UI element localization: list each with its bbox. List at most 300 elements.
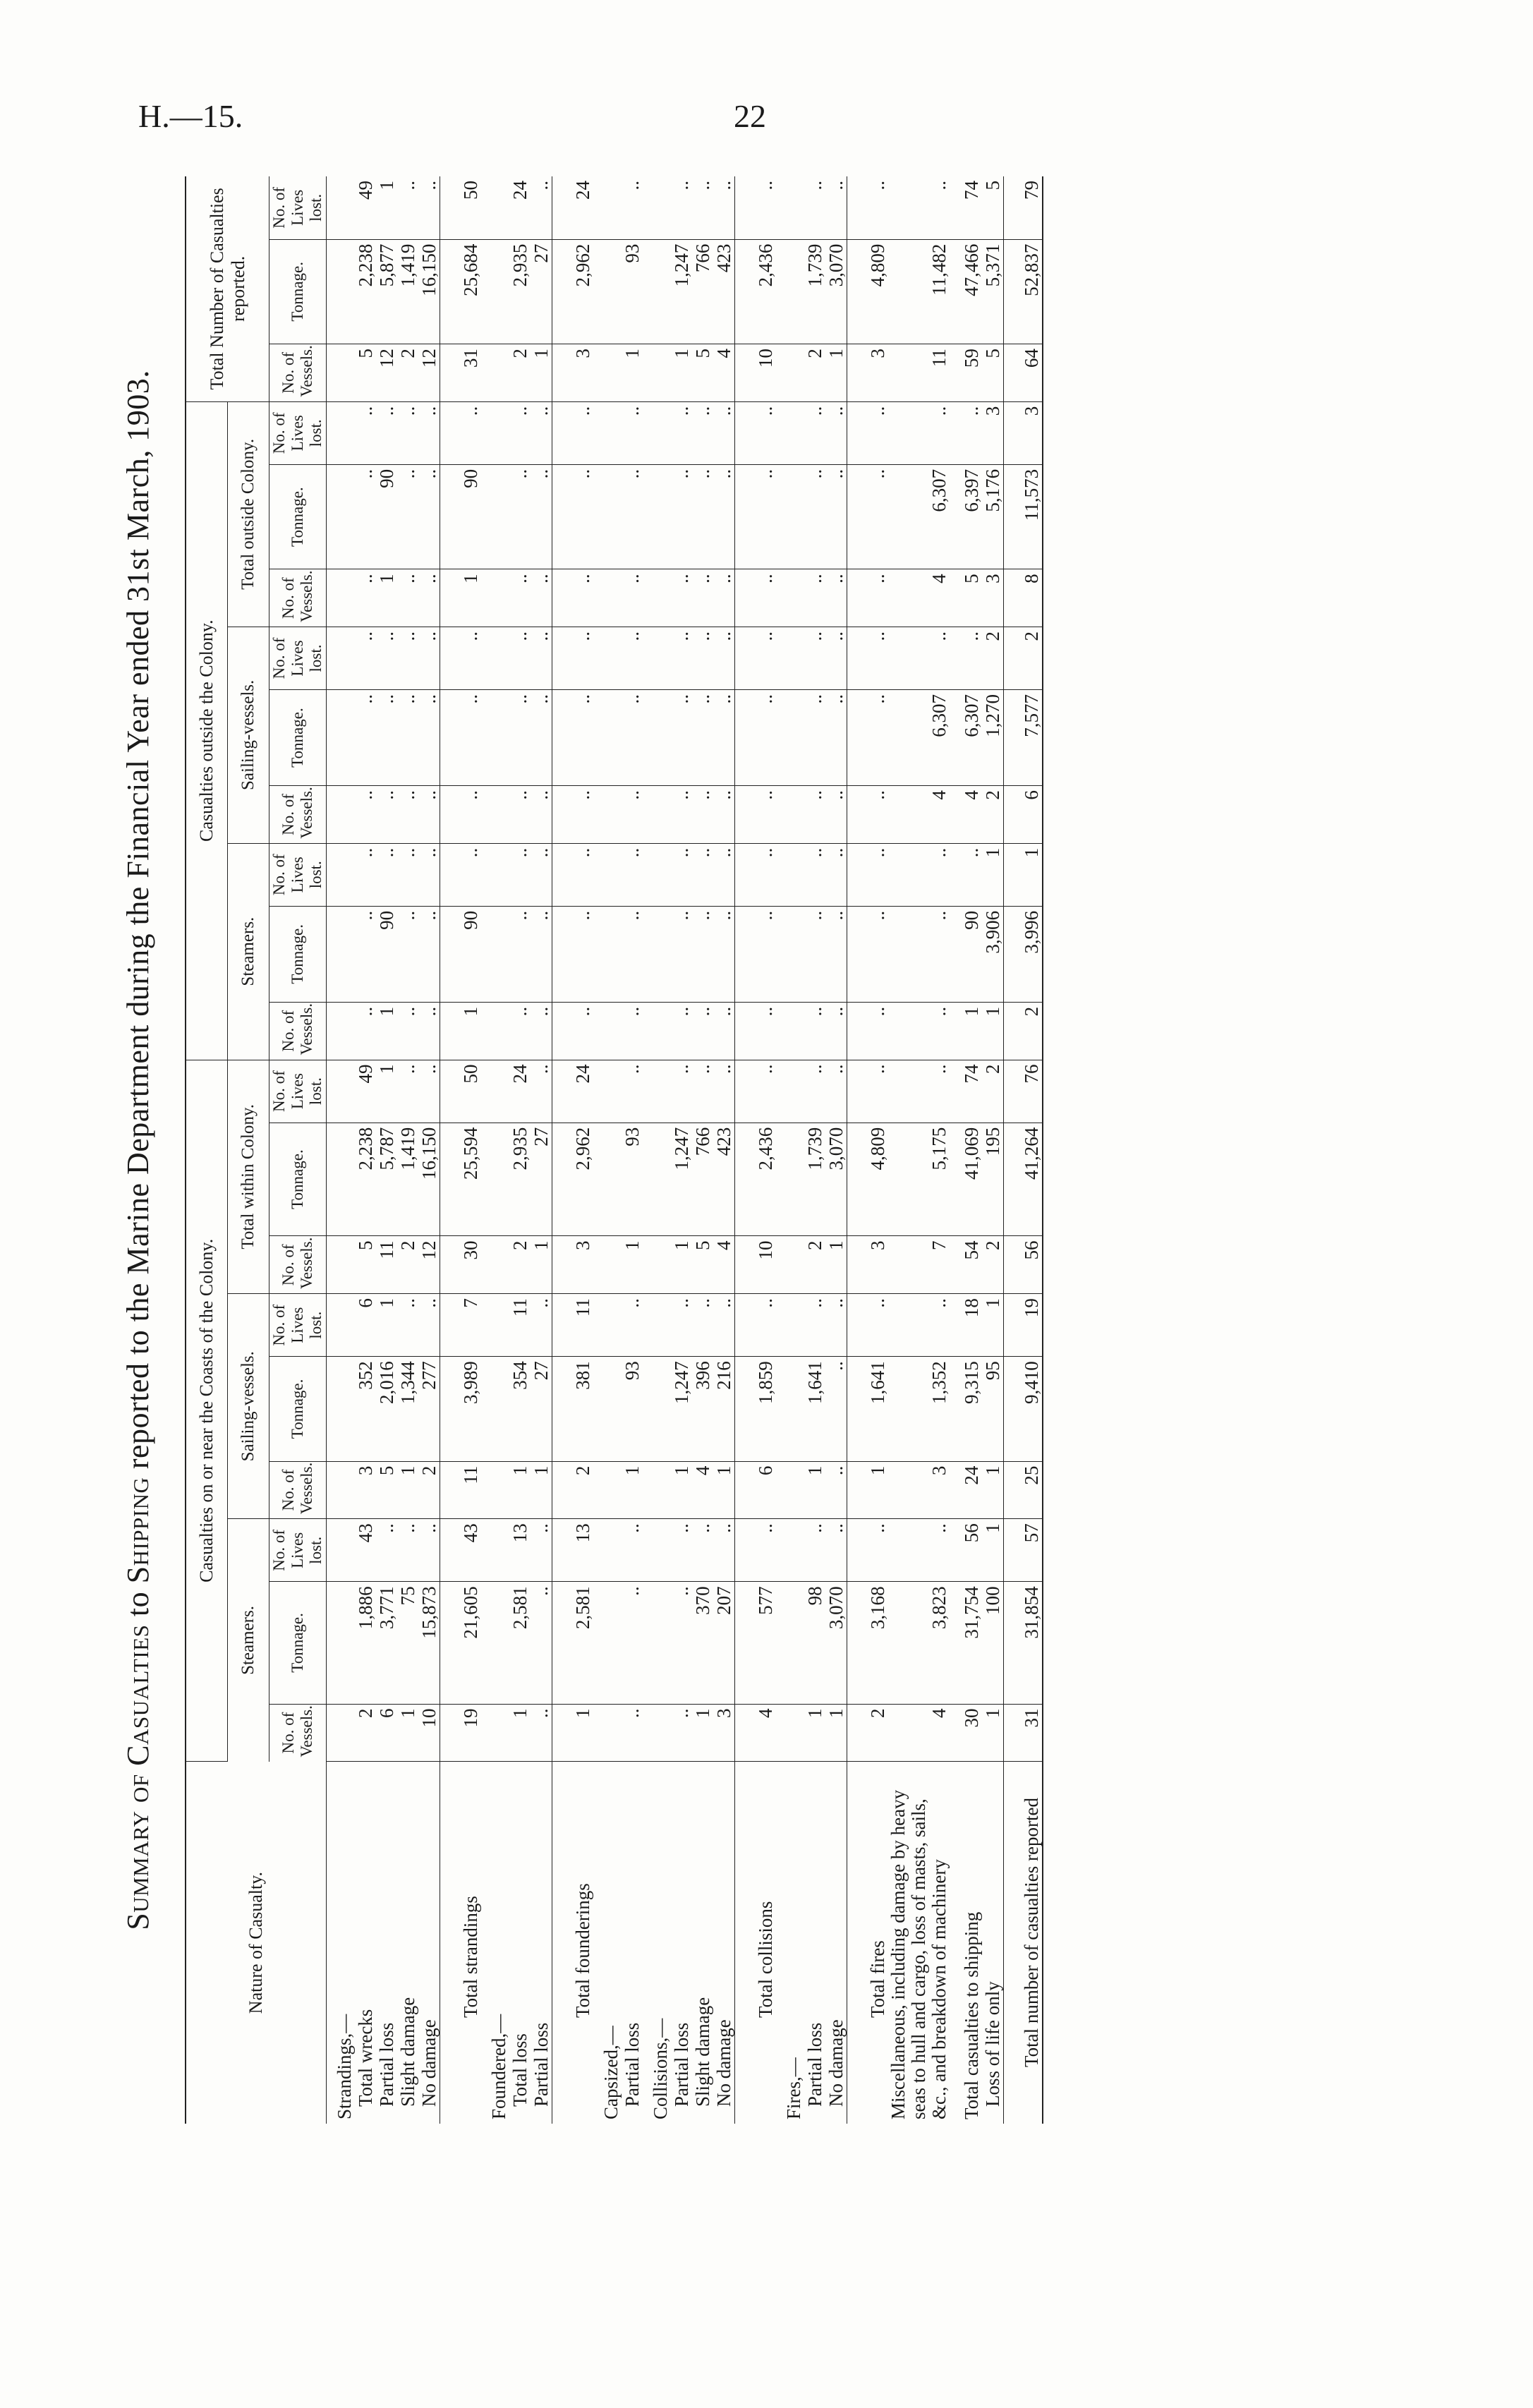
table-cell: 1 (671, 1461, 692, 1519)
table-cell: .. (397, 176, 418, 239)
table-cell: 4 (888, 1704, 950, 1762)
table-cell: .. (509, 401, 531, 464)
table-cell: .. (622, 464, 643, 569)
table-cell: .. (888, 401, 950, 464)
table-cell (481, 1704, 509, 1762)
header-nature: Nature of Casualty. (186, 1762, 327, 2124)
table-cell: .. (804, 843, 825, 906)
table-cell (327, 464, 356, 569)
table-cell: .. (440, 401, 482, 464)
table-cell: .. (713, 176, 735, 239)
table-cell: 2 (397, 1236, 418, 1294)
table-cell: .. (509, 786, 531, 844)
table-cell: 90 (950, 906, 982, 1002)
table-cell: .. (847, 690, 889, 786)
table-cell: .. (671, 1519, 692, 1582)
table-cell: .. (397, 906, 418, 1002)
table-cell: 31,754 (950, 1582, 982, 1704)
table-cell: 1 (804, 1461, 825, 1519)
table-cell: 6 (376, 1704, 397, 1762)
table-row (327, 176, 356, 2124)
table-cell: 1 (376, 176, 397, 239)
table-cell: .. (671, 1294, 692, 1357)
table-cell: .. (847, 843, 889, 906)
table-cell: .. (804, 627, 825, 689)
table-cell (776, 1123, 804, 1236)
table-cell: .. (888, 1294, 950, 1357)
table-cell: .. (531, 1060, 552, 1123)
subheader-vessels: No. of Vessels. (269, 1461, 327, 1519)
row-label: Slight damage (692, 1997, 713, 2107)
table-row (982, 176, 1004, 2124)
table-cell: 1 (509, 1704, 531, 1762)
table-cell (327, 843, 356, 906)
table-cell: 1 (982, 1519, 1004, 1582)
table-cell: .. (440, 627, 482, 689)
table-cell: .. (804, 401, 825, 464)
table-cell: 93 (622, 1357, 643, 1461)
table-cell: 95 (982, 1357, 1004, 1461)
table-cell: .. (418, 401, 440, 464)
table-cell (327, 690, 356, 786)
table-cell: 25,594 (440, 1123, 482, 1236)
table-cell: .. (825, 690, 847, 786)
table-cell: .. (671, 1704, 692, 1762)
table-cell (327, 906, 356, 1002)
table-cell: 25 (1004, 1461, 1043, 1519)
table-cell: .. (440, 690, 482, 786)
table-cell: 56 (1004, 1236, 1043, 1294)
table-cell: .. (847, 627, 889, 689)
table-cell: .. (531, 906, 552, 1002)
header-within: Casualties on or near the Coasts of the Colony. (186, 1060, 228, 1762)
table-cell (327, 569, 356, 627)
table-cell: .. (397, 569, 418, 627)
table-cell: .. (355, 464, 376, 569)
table-cell: 15,873 (418, 1582, 440, 1704)
table-cell: .. (804, 690, 825, 786)
table-cell (643, 569, 671, 627)
table-cell (481, 401, 509, 464)
table-cell: 3 (888, 1461, 950, 1519)
table-row (643, 176, 671, 2124)
table-cell: 90 (376, 464, 397, 569)
table-cell: 2 (804, 344, 825, 402)
table-row (622, 176, 643, 2124)
table-cell: 16,150 (418, 239, 440, 344)
table-cell: 12 (376, 344, 397, 402)
table-cell: .. (552, 843, 594, 906)
table-cell: .. (847, 1002, 889, 1060)
table-cell (643, 1236, 671, 1294)
table-cell: .. (509, 569, 531, 627)
title-casualties: Casualties (121, 1624, 155, 1766)
table-cell: .. (622, 1002, 643, 1060)
table-cell: 1 (622, 1236, 643, 1294)
table-cell: .. (825, 843, 847, 906)
header-steamers: Steamers. (228, 1519, 269, 1762)
title-to: to (121, 1591, 155, 1617)
table-cell: .. (692, 843, 713, 906)
table-cell: .. (847, 569, 889, 627)
table-cell: .. (397, 843, 418, 906)
table-cell: .. (713, 569, 735, 627)
table-cell: .. (847, 1519, 889, 1582)
table-cell (643, 1002, 671, 1060)
table-cell: 25,684 (440, 239, 482, 344)
header-sailing: Sailing-vessels. (228, 627, 269, 843)
table-cell: 1,270 (982, 690, 1004, 786)
table-cell: 24 (509, 1060, 531, 1123)
table-cell: .. (671, 1002, 692, 1060)
table-cell: 1 (713, 1461, 735, 1519)
table-cell: 2 (982, 1060, 1004, 1123)
table-cell: .. (847, 786, 889, 844)
table-cell: 1 (397, 1704, 418, 1762)
table-cell: 5,176 (982, 464, 1004, 569)
page-number: 22 (734, 98, 766, 134)
table-cell: .. (531, 401, 552, 464)
table-cell: 30 (950, 1704, 982, 1762)
table-cell: .. (735, 1002, 777, 1060)
row-label: Partial loss (531, 2022, 552, 2107)
table-cell (776, 1704, 804, 1762)
table-cell: .. (671, 176, 692, 239)
table-cell: 31 (1004, 1704, 1043, 1762)
row-label: Total strandings (440, 1762, 482, 2124)
table-cell: .. (622, 843, 643, 906)
table-cell (593, 401, 622, 464)
table-cell: .. (531, 843, 552, 906)
table-cell: .. (825, 569, 847, 627)
table-cell: .. (418, 1002, 440, 1060)
table-cell: .. (355, 401, 376, 464)
table-cell (327, 401, 356, 464)
table-cell: .. (531, 1582, 552, 1704)
row-label: Fires,— (783, 2057, 804, 2119)
table-cell (643, 239, 671, 344)
table-cell: .. (440, 786, 482, 844)
title-shipping: Shipping (121, 1477, 155, 1584)
table-cell: 216 (713, 1357, 735, 1461)
row-label: Total loss (509, 2033, 531, 2107)
table-cell: 1,886 (355, 1582, 376, 1704)
table-cell (643, 1582, 671, 1704)
table-cell: 16,150 (418, 1123, 440, 1236)
table-cell: 2,962 (552, 1123, 594, 1236)
table-cell (643, 1357, 671, 1461)
table-cell: 90 (376, 906, 397, 1002)
table-cell: .. (418, 627, 440, 689)
casualty-summary-table (185, 176, 1043, 2124)
subheader-lives: No. of Lives lost. (269, 1519, 327, 1582)
title-rest: reported to the Marine Department during the Financial Year ended 31st March, 1903. (121, 370, 155, 1470)
row-label: No damage (825, 2019, 847, 2107)
row-label: Partial loss (671, 2022, 692, 2107)
table-cell: 1 (982, 1461, 1004, 1519)
table-cell: .. (418, 690, 440, 786)
table-cell (776, 906, 804, 1002)
table-cell: .. (355, 906, 376, 1002)
header-total-within: Total within Colony. (228, 1060, 269, 1294)
table-cell: 3,070 (825, 239, 847, 344)
table-cell (481, 786, 509, 844)
row-label: Partial loss (804, 2022, 825, 2107)
table-cell: .. (622, 1519, 643, 1582)
table-cell (327, 627, 356, 689)
table-cell (593, 176, 622, 239)
table-cell (481, 344, 509, 402)
table-cell: 1 (847, 1461, 889, 1519)
table-cell: .. (950, 843, 982, 906)
table-cell: 423 (713, 1123, 735, 1236)
table-cell: .. (355, 569, 376, 627)
table-cell: .. (397, 1519, 418, 1582)
table-cell: .. (397, 786, 418, 844)
table-cell: 766 (692, 1123, 713, 1236)
table-cell: .. (804, 786, 825, 844)
table-cell (643, 176, 671, 239)
table-cell: 1 (376, 1002, 397, 1060)
table-cell: 6 (355, 1294, 376, 1357)
table-cell: .. (692, 906, 713, 1002)
table-cell: 54 (950, 1236, 982, 1294)
table-cell: 98 (804, 1582, 825, 1704)
table-cell: 27 (531, 1357, 552, 1461)
table-cell: .. (735, 176, 777, 239)
table-cell: 1,247 (671, 239, 692, 344)
table-cell: 1 (671, 1236, 692, 1294)
table-cell: 1 (692, 1704, 713, 1762)
table-cell: 2,238 (355, 239, 376, 344)
table-cell (776, 786, 804, 844)
table-cell (593, 1236, 622, 1294)
table-cell (327, 1519, 356, 1582)
table-cell (327, 1123, 356, 1236)
table-cell: .. (552, 569, 594, 627)
table-cell: .. (713, 1060, 735, 1123)
table-cell: 1 (552, 1704, 594, 1762)
subheader-tonnage: Tonnage. (269, 239, 327, 344)
table-cell: 1 (397, 1461, 418, 1519)
table-cell: .. (888, 1519, 950, 1582)
table-cell (327, 1060, 356, 1123)
table-cell (327, 239, 356, 344)
table-cell: 1,344 (397, 1357, 418, 1461)
table-cell: 7,577 (1004, 690, 1043, 786)
table-cell: .. (692, 176, 713, 239)
table-cell: .. (692, 1002, 713, 1060)
table-cell: 27 (531, 239, 552, 344)
table-cell: .. (671, 627, 692, 689)
table-cell: .. (847, 464, 889, 569)
table-cell: 2 (418, 1461, 440, 1519)
subheader-tonnage: Tonnage. (269, 464, 327, 569)
table-cell (776, 1002, 804, 1060)
table-row (440, 176, 482, 2124)
table-cell: 4,809 (847, 239, 889, 344)
table-cell: 1 (509, 1461, 531, 1519)
table-cell (481, 176, 509, 239)
table-cell: 24 (509, 176, 531, 239)
table-cell (593, 239, 622, 344)
table-cell: 13 (552, 1519, 594, 1582)
table-cell (643, 843, 671, 906)
table-cell: .. (692, 569, 713, 627)
subheader-vessels: No. of Vessels. (269, 1704, 327, 1762)
table-cell: 11 (552, 1294, 594, 1357)
table-cell: .. (692, 690, 713, 786)
table-cell: .. (825, 1002, 847, 1060)
table-cell (643, 344, 671, 402)
table-cell: .. (825, 627, 847, 689)
table-cell: .. (804, 569, 825, 627)
table-cell: 3 (982, 401, 1004, 464)
table-cell: 93 (622, 239, 643, 344)
table-cell: .. (713, 906, 735, 1002)
table-cell: .. (622, 1294, 643, 1357)
row-label: Foundered,— (488, 2014, 509, 2119)
table-cell: 3,906 (982, 906, 1004, 1002)
table-cell: .. (509, 843, 531, 906)
table-cell: 3 (982, 569, 1004, 627)
table-cell (593, 1123, 622, 1236)
table-cell: 2 (804, 1236, 825, 1294)
table-cell: .. (355, 843, 376, 906)
table-cell (643, 1123, 671, 1236)
table-row (418, 176, 440, 2124)
table-cell: .. (552, 401, 594, 464)
table-cell: 3 (847, 1236, 889, 1294)
table-cell (776, 843, 804, 906)
table-cell: .. (397, 1294, 418, 1357)
table-cell: 4 (950, 786, 982, 844)
table-cell: 2 (847, 1704, 889, 1762)
table-cell (643, 1060, 671, 1123)
table-cell: 2 (982, 786, 1004, 844)
table-cell: 90 (440, 464, 482, 569)
table-cell: .. (622, 401, 643, 464)
table-cell: 2,935 (509, 1123, 531, 1236)
table-cell: 11 (376, 1236, 397, 1294)
table-cell: 11 (888, 344, 950, 402)
table-cell: 354 (509, 1357, 531, 1461)
row-label: Total collisions (735, 1762, 777, 2124)
table-cell: 41,069 (950, 1123, 982, 1236)
table-row (593, 176, 622, 2124)
table-cell: .. (825, 401, 847, 464)
table-cell: .. (509, 906, 531, 1002)
table-cell: 1 (440, 1002, 482, 1060)
table-cell: 5,371 (982, 239, 1004, 344)
table-cell: .. (692, 1294, 713, 1357)
table-cell (481, 627, 509, 689)
table-cell: 50 (440, 1060, 482, 1123)
table-cell (593, 1461, 622, 1519)
table-cell (643, 1704, 671, 1762)
table-cell: 1 (950, 1002, 982, 1060)
table-cell: 93 (622, 1123, 643, 1236)
table-cell: .. (531, 1704, 552, 1762)
table-cell: 5 (950, 569, 982, 627)
table-cell: .. (509, 627, 531, 689)
table-cell: 31,854 (1004, 1582, 1043, 1704)
table-cell: 3 (552, 1236, 594, 1294)
table-cell: 4 (888, 786, 950, 844)
table-cell: .. (735, 1519, 777, 1582)
subheader-vessels: No. of Vessels. (269, 1236, 327, 1294)
table-cell: 52,837 (1004, 239, 1043, 344)
table-cell: 4 (713, 1236, 735, 1294)
table-cell: 31 (440, 344, 482, 402)
table-cell: 24 (552, 1060, 594, 1123)
table-cell: 57 (1004, 1519, 1043, 1582)
table-cell: 19 (440, 1704, 482, 1762)
table-cell: 3,070 (825, 1123, 847, 1236)
table-cell (593, 1294, 622, 1357)
table-cell: 2,436 (735, 1123, 777, 1236)
table-cell (593, 1582, 622, 1704)
subheader-lives: No. of Lives lost. (269, 176, 327, 239)
table-cell: .. (355, 690, 376, 786)
table-cell: 50 (440, 176, 482, 239)
table-cell: .. (735, 401, 777, 464)
table-cell: .. (950, 627, 982, 689)
table-cell: .. (552, 906, 594, 1002)
table-cell: 1,859 (735, 1357, 777, 1461)
table-cell (327, 1002, 356, 1060)
table-cell (481, 569, 509, 627)
table-cell (643, 786, 671, 844)
table-cell: .. (376, 1519, 397, 1582)
table-cell: 2 (355, 1704, 376, 1762)
table-cell: .. (713, 1519, 735, 1582)
table-cell: .. (825, 1461, 847, 1519)
table-cell: 2,962 (552, 239, 594, 344)
table-cell: .. (376, 690, 397, 786)
table-cell: .. (531, 690, 552, 786)
table-cell: 12 (418, 344, 440, 402)
table-row (776, 176, 804, 2124)
table-cell: .. (531, 786, 552, 844)
table-cell: .. (847, 1060, 889, 1123)
table-cell: .. (825, 1294, 847, 1357)
table-cell: .. (552, 1002, 594, 1060)
table-cell: .. (397, 690, 418, 786)
table-cell: 3,168 (847, 1582, 889, 1704)
table-cell: 2,581 (552, 1582, 594, 1704)
table-cell: .. (355, 1002, 376, 1060)
table-cell: 79 (1004, 176, 1043, 239)
table-cell: 2 (982, 1236, 1004, 1294)
row-label: Partial loss (376, 2022, 397, 2107)
table-cell: 6,307 (950, 690, 982, 786)
table-cell (593, 1060, 622, 1123)
table-cell: 11 (440, 1461, 482, 1519)
table-cell: 4 (692, 1461, 713, 1519)
table-cell: .. (825, 1060, 847, 1123)
table-cell: 1 (376, 1294, 397, 1357)
table-cell (776, 344, 804, 402)
table-cell: 5 (355, 1236, 376, 1294)
table-cell: .. (622, 690, 643, 786)
table-cell (481, 464, 509, 569)
table-cell: .. (418, 1060, 440, 1123)
table-cell (776, 401, 804, 464)
table-cell (327, 344, 356, 402)
row-label: Strandings,— (334, 2014, 355, 2119)
table-cell (327, 1357, 356, 1461)
